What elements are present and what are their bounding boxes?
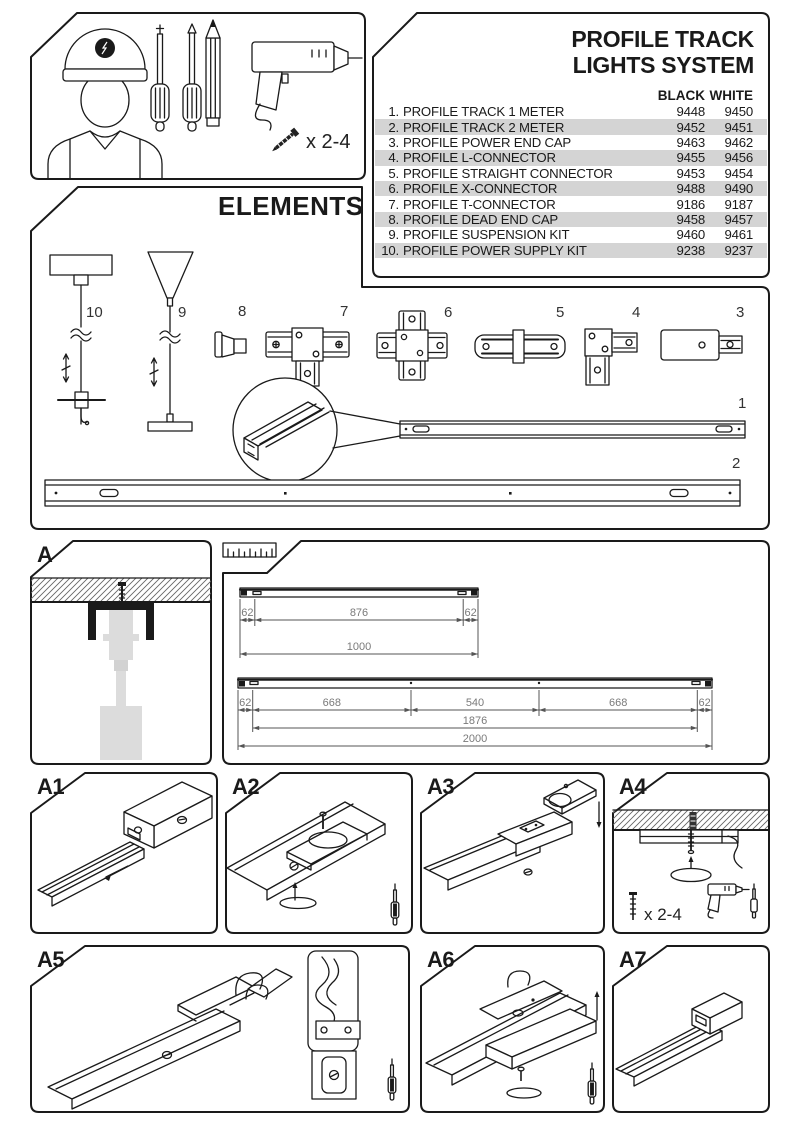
- table-row: 3. PROFILE POWER END CAP 9463 9462: [388, 134, 753, 150]
- table-row: 9. PROFILE SUSPENSION KIT 9460 9461: [388, 227, 753, 243]
- ruler-icon: [223, 543, 276, 557]
- table-row: 10. PROFILE POWER SUPPLY KIT 9238 9237: [375, 243, 767, 258]
- step-a4-label: A4: [619, 774, 647, 799]
- element-track-1m: [400, 421, 745, 438]
- element-number-3: 3: [736, 304, 745, 321]
- step-a7-panel: [612, 945, 770, 1113]
- table-row: 1. PROFILE TRACK 1 METER 9448 9450: [388, 104, 753, 120]
- step-a3-panel: [420, 772, 605, 934]
- column-header-black: BLACK: [657, 88, 705, 103]
- dimensions-drawing: [222, 540, 770, 765]
- element-number-5: 5: [556, 304, 565, 321]
- dim-2m-left: 62: [239, 697, 252, 709]
- page-title: [571, 26, 754, 78]
- page-title-line1: PROFILE TRACK: [571, 26, 754, 52]
- pencil-icon: [206, 20, 220, 126]
- elements-heading: ELEMENTS: [218, 191, 364, 221]
- element-number-8: 8: [238, 303, 247, 320]
- step-a7-label: A7: [619, 947, 647, 972]
- step-a4-panel: [612, 772, 770, 934]
- step-a6-panel: [420, 945, 605, 1113]
- a5-illustration: [30, 945, 410, 1113]
- element-number-9: 9: [178, 304, 187, 321]
- section-a-label: A: [37, 542, 53, 567]
- wall-plug-icon: [690, 812, 697, 830]
- tools-screws-count: x 2-4: [306, 131, 351, 153]
- element-straight-connector: [475, 330, 565, 363]
- a4-screws-count: x 2-4: [644, 905, 682, 924]
- element-track-2m: [45, 480, 740, 506]
- tools-panel: [30, 12, 366, 180]
- column-header-white: WHITE: [709, 88, 753, 103]
- table-row: 6. PROFILE X-CONNECTOR 9488 9490: [375, 181, 767, 196]
- table-row: 2. PROFILE TRACK 2 METER 9452 9451: [375, 119, 767, 134]
- dim-2m-right: 62: [698, 697, 711, 709]
- elements-illustration: [30, 186, 770, 530]
- dim-2m-seg3: 668: [609, 697, 628, 709]
- step-a3-label: A3: [427, 774, 455, 799]
- element-number-10: 10: [86, 304, 103, 321]
- dim-2m-seg1: 668: [322, 697, 341, 709]
- dim-1m-right: 62: [464, 607, 477, 619]
- step-a1-label: A1: [37, 774, 65, 799]
- section-a-panel: [30, 540, 212, 765]
- step-a5-label: A5: [37, 947, 65, 972]
- element-number-2: 2: [732, 455, 741, 472]
- element-number-1: 1: [738, 395, 747, 412]
- step-a5-panel: [30, 945, 410, 1113]
- cap-front-view: [308, 951, 360, 1099]
- table-row: 7. PROFILE T-CONNECTOR 9186 9187: [388, 196, 753, 212]
- step-a2-label: A2: [232, 774, 260, 799]
- dim-2m-inner: 1876: [462, 715, 488, 727]
- track-side-view: [640, 830, 738, 843]
- page-title-line2: LIGHTS SYSTEM: [572, 52, 754, 78]
- step-a6-label: A6: [427, 947, 455, 972]
- dim-2m-seg2: 540: [465, 697, 485, 709]
- step-a2-panel: [225, 772, 413, 934]
- table-row: 5. PROFILE STRAIGHT CONNECTOR 9453 9454: [388, 165, 753, 181]
- element-number-4: 4: [632, 304, 641, 321]
- dim-2m-total: 2000: [462, 733, 488, 745]
- table-row: 4. PROFILE L-CONNECTOR 9455 9456: [375, 150, 767, 165]
- section-a-illustration: [30, 540, 212, 765]
- tools-illustration: [30, 12, 366, 180]
- element-number-6: 6: [444, 304, 453, 321]
- table-header: [375, 88, 767, 103]
- element-number-7: 7: [340, 303, 349, 320]
- table-row: 8. PROFILE DEAD END CAP 9458 9457: [375, 212, 767, 227]
- dim-1m-left: 62: [241, 607, 254, 619]
- dim-1m-middle: 876: [349, 607, 369, 619]
- dimensions-panel: [222, 540, 770, 765]
- step-a1-panel: [30, 772, 218, 934]
- dim-1m-total: 1000: [346, 641, 372, 653]
- elements-panel: [30, 186, 770, 530]
